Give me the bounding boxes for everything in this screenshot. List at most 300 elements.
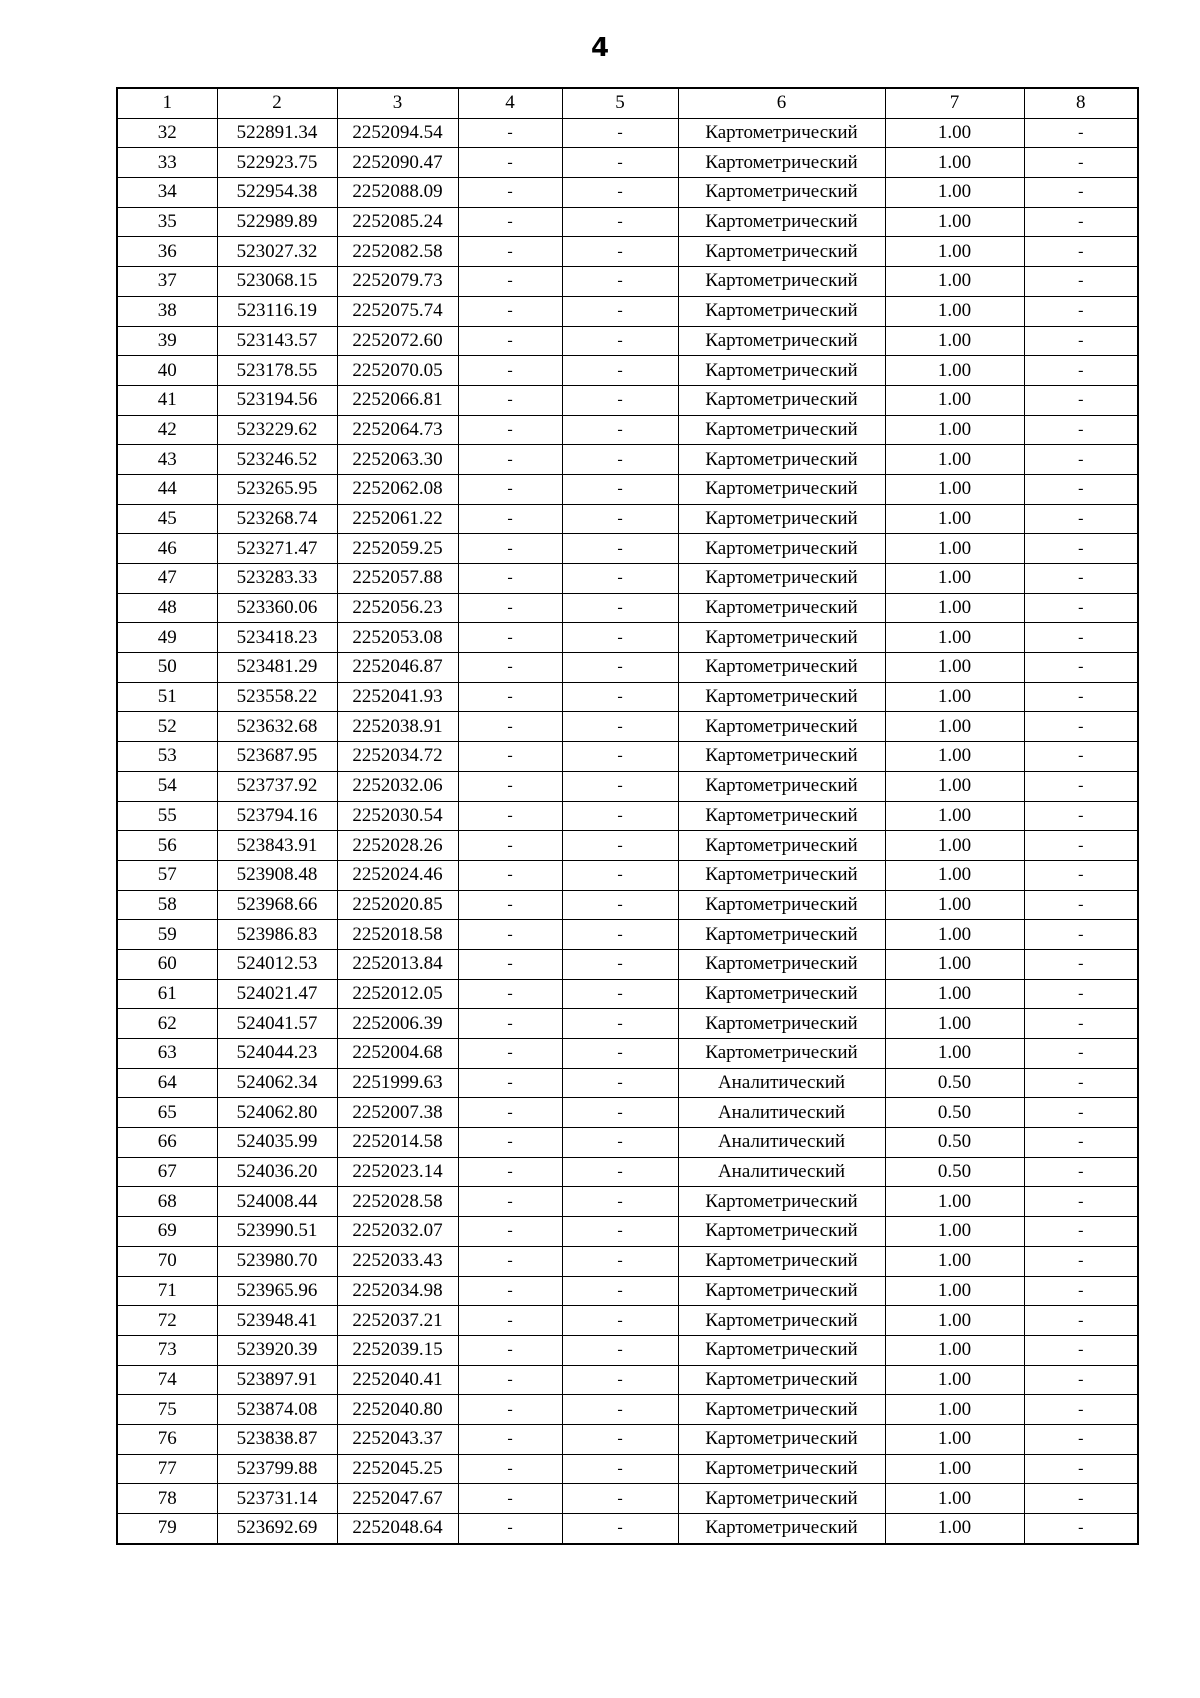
column-5-cell: - xyxy=(562,534,678,564)
point-number-cell: 49 xyxy=(117,623,217,653)
point-number-cell: 43 xyxy=(117,445,217,475)
y-coordinate-cell: 2252020.85 xyxy=(337,890,458,920)
column-8-cell: - xyxy=(1024,415,1138,445)
table-row xyxy=(117,534,1138,564)
x-coordinate-cell: 524041.57 xyxy=(217,1009,337,1039)
method-cell: Картометрический xyxy=(678,653,885,683)
accuracy-cell: 1.00 xyxy=(885,1306,1024,1336)
table-row xyxy=(117,742,1138,772)
x-coordinate-cell: 523980.70 xyxy=(217,1246,337,1276)
column-5-cell: - xyxy=(562,712,678,742)
y-coordinate-cell: 2252030.54 xyxy=(337,801,458,831)
x-coordinate-cell: 523986.83 xyxy=(217,920,337,950)
x-coordinate-cell: 523068.15 xyxy=(217,267,337,297)
column-8-cell: - xyxy=(1024,920,1138,950)
accuracy-cell: 1.00 xyxy=(885,118,1024,148)
y-coordinate-cell: 2252040.41 xyxy=(337,1365,458,1395)
x-coordinate-cell: 523794.16 xyxy=(217,801,337,831)
y-coordinate-cell: 2252088.09 xyxy=(337,178,458,208)
table-row xyxy=(117,1039,1138,1069)
method-cell: Картометрический xyxy=(678,415,885,445)
column-5-cell: - xyxy=(562,920,678,950)
column-5-cell: - xyxy=(562,474,678,504)
column-4-cell: - xyxy=(458,356,562,386)
method-cell: Картометрический xyxy=(678,623,885,653)
method-cell: Аналитический xyxy=(678,1157,885,1187)
method-cell: Картометрический xyxy=(678,742,885,772)
method-cell: Аналитический xyxy=(678,1098,885,1128)
x-coordinate-cell: 523027.32 xyxy=(217,237,337,267)
y-coordinate-cell: 2252061.22 xyxy=(337,504,458,534)
y-coordinate-cell: 2252043.37 xyxy=(337,1424,458,1454)
x-coordinate-cell: 523283.33 xyxy=(217,564,337,594)
column-4-cell: - xyxy=(458,771,562,801)
column-8-cell: - xyxy=(1024,771,1138,801)
x-coordinate-cell: 523632.68 xyxy=(217,712,337,742)
column-5-cell: - xyxy=(562,1276,678,1306)
column-8-cell: - xyxy=(1024,178,1138,208)
table-row xyxy=(117,148,1138,178)
table-row xyxy=(117,1335,1138,1365)
column-8-cell: - xyxy=(1024,979,1138,1009)
table-row xyxy=(117,1484,1138,1514)
accuracy-cell: 1.00 xyxy=(885,1217,1024,1247)
point-number-cell: 50 xyxy=(117,653,217,683)
x-coordinate-cell: 523990.51 xyxy=(217,1217,337,1247)
column-4-cell: - xyxy=(458,445,562,475)
method-cell: Картометрический xyxy=(678,534,885,564)
x-coordinate-cell: 523265.95 xyxy=(217,474,337,504)
point-number-cell: 61 xyxy=(117,979,217,1009)
column-4-cell: - xyxy=(458,593,562,623)
point-number-cell: 73 xyxy=(117,1335,217,1365)
y-coordinate-cell: 2252041.93 xyxy=(337,682,458,712)
accuracy-cell: 1.00 xyxy=(885,593,1024,623)
point-number-cell: 67 xyxy=(117,1157,217,1187)
table-row xyxy=(117,356,1138,386)
method-cell: Картометрический xyxy=(678,474,885,504)
y-coordinate-cell: 2252040.80 xyxy=(337,1395,458,1425)
column-5-cell: - xyxy=(562,1395,678,1425)
column-4-cell: - xyxy=(458,1454,562,1484)
point-number-cell: 35 xyxy=(117,207,217,237)
column-header: 4 xyxy=(458,88,562,118)
x-coordinate-cell: 523178.55 xyxy=(217,356,337,386)
y-coordinate-cell: 2252038.91 xyxy=(337,712,458,742)
accuracy-cell: 1.00 xyxy=(885,979,1024,1009)
column-5-cell: - xyxy=(562,148,678,178)
table-row xyxy=(117,326,1138,356)
column-5-cell: - xyxy=(562,564,678,594)
column-4-cell: - xyxy=(458,118,562,148)
column-8-cell: - xyxy=(1024,1424,1138,1454)
column-8-cell: - xyxy=(1024,1187,1138,1217)
accuracy-cell: 1.00 xyxy=(885,1484,1024,1514)
point-number-cell: 46 xyxy=(117,534,217,564)
column-header: 7 xyxy=(885,88,1024,118)
y-coordinate-cell: 2251999.63 xyxy=(337,1068,458,1098)
y-coordinate-cell: 2252046.87 xyxy=(337,653,458,683)
accuracy-cell: 1.00 xyxy=(885,1365,1024,1395)
y-coordinate-cell: 2252062.08 xyxy=(337,474,458,504)
point-number-cell: 78 xyxy=(117,1484,217,1514)
accuracy-cell: 1.00 xyxy=(885,1335,1024,1365)
point-number-cell: 47 xyxy=(117,564,217,594)
accuracy-cell: 1.00 xyxy=(885,1039,1024,1069)
method-cell: Картометрический xyxy=(678,1424,885,1454)
table-row xyxy=(117,445,1138,475)
column-4-cell: - xyxy=(458,474,562,504)
column-4-cell: - xyxy=(458,653,562,683)
method-cell: Картометрический xyxy=(678,1365,885,1395)
accuracy-cell: 0.50 xyxy=(885,1128,1024,1158)
column-5-cell: - xyxy=(562,1335,678,1365)
column-4-cell: - xyxy=(458,1514,562,1544)
accuracy-cell: 1.00 xyxy=(885,801,1024,831)
accuracy-cell: 1.00 xyxy=(885,890,1024,920)
x-coordinate-cell: 524044.23 xyxy=(217,1039,337,1069)
table-row xyxy=(117,949,1138,979)
table-row xyxy=(117,1514,1138,1544)
point-number-cell: 52 xyxy=(117,712,217,742)
column-8-cell: - xyxy=(1024,1395,1138,1425)
accuracy-cell: 1.00 xyxy=(885,296,1024,326)
x-coordinate-cell: 523229.62 xyxy=(217,415,337,445)
column-8-cell: - xyxy=(1024,801,1138,831)
y-coordinate-cell: 2252032.07 xyxy=(337,1217,458,1247)
column-5-cell: - xyxy=(562,801,678,831)
method-cell: Картометрический xyxy=(678,564,885,594)
coordinates-table xyxy=(116,87,1139,1545)
point-number-cell: 70 xyxy=(117,1246,217,1276)
column-4-cell: - xyxy=(458,1306,562,1336)
column-5-cell: - xyxy=(562,1128,678,1158)
column-4-cell: - xyxy=(458,1128,562,1158)
column-5-cell: - xyxy=(562,1068,678,1098)
column-8-cell: - xyxy=(1024,504,1138,534)
table-row xyxy=(117,801,1138,831)
table-row xyxy=(117,1276,1138,1306)
y-coordinate-cell: 2252006.39 xyxy=(337,1009,458,1039)
method-cell: Картометрический xyxy=(678,118,885,148)
point-number-cell: 74 xyxy=(117,1365,217,1395)
column-8-cell: - xyxy=(1024,1039,1138,1069)
column-5-cell: - xyxy=(562,1039,678,1069)
column-4-cell: - xyxy=(458,504,562,534)
y-coordinate-cell: 2252053.08 xyxy=(337,623,458,653)
method-cell: Картометрический xyxy=(678,1514,885,1544)
table-row xyxy=(117,1187,1138,1217)
method-cell: Картометрический xyxy=(678,682,885,712)
point-number-cell: 60 xyxy=(117,949,217,979)
method-cell: Картометрический xyxy=(678,801,885,831)
column-5-cell: - xyxy=(562,1187,678,1217)
x-coordinate-cell: 524062.80 xyxy=(217,1098,337,1128)
column-8-cell: - xyxy=(1024,534,1138,564)
x-coordinate-cell: 523838.87 xyxy=(217,1424,337,1454)
y-coordinate-cell: 2252048.64 xyxy=(337,1514,458,1544)
y-coordinate-cell: 2252013.84 xyxy=(337,949,458,979)
column-5-cell: - xyxy=(562,207,678,237)
accuracy-cell: 1.00 xyxy=(885,445,1024,475)
column-8-cell: - xyxy=(1024,296,1138,326)
column-4-cell: - xyxy=(458,1068,562,1098)
column-5-cell: - xyxy=(562,178,678,208)
method-cell: Картометрический xyxy=(678,178,885,208)
point-number-cell: 48 xyxy=(117,593,217,623)
method-cell: Картометрический xyxy=(678,1335,885,1365)
method-cell: Картометрический xyxy=(678,1217,885,1247)
accuracy-cell: 1.00 xyxy=(885,1454,1024,1484)
y-coordinate-cell: 2252014.58 xyxy=(337,1128,458,1158)
column-8-cell: - xyxy=(1024,831,1138,861)
x-coordinate-cell: 523908.48 xyxy=(217,860,337,890)
accuracy-cell: 1.00 xyxy=(885,534,1024,564)
point-number-cell: 41 xyxy=(117,385,217,415)
accuracy-cell: 1.00 xyxy=(885,1246,1024,1276)
accuracy-cell: 1.00 xyxy=(885,1009,1024,1039)
column-8-cell: - xyxy=(1024,1335,1138,1365)
point-number-cell: 32 xyxy=(117,118,217,148)
column-8-cell: - xyxy=(1024,237,1138,267)
accuracy-cell: 1.00 xyxy=(885,1276,1024,1306)
table-row xyxy=(117,207,1138,237)
accuracy-cell: 1.00 xyxy=(885,831,1024,861)
column-header: 8 xyxy=(1024,88,1138,118)
column-4-cell: - xyxy=(458,949,562,979)
column-4-cell: - xyxy=(458,1365,562,1395)
accuracy-cell: 1.00 xyxy=(885,267,1024,297)
column-8-cell: - xyxy=(1024,1484,1138,1514)
method-cell: Аналитический xyxy=(678,1068,885,1098)
y-coordinate-cell: 2252090.47 xyxy=(337,148,458,178)
method-cell: Картометрический xyxy=(678,593,885,623)
table-row xyxy=(117,1068,1138,1098)
column-5-cell: - xyxy=(562,890,678,920)
method-cell: Картометрический xyxy=(678,860,885,890)
x-coordinate-cell: 523968.66 xyxy=(217,890,337,920)
table-row xyxy=(117,118,1138,148)
table-row xyxy=(117,771,1138,801)
x-coordinate-cell: 523271.47 xyxy=(217,534,337,564)
point-number-cell: 51 xyxy=(117,682,217,712)
point-number-cell: 33 xyxy=(117,148,217,178)
column-4-cell: - xyxy=(458,682,562,712)
column-8-cell: - xyxy=(1024,623,1138,653)
x-coordinate-cell: 523843.91 xyxy=(217,831,337,861)
column-8-cell: - xyxy=(1024,742,1138,772)
page-number: 4 xyxy=(590,33,610,63)
x-coordinate-cell: 523799.88 xyxy=(217,1454,337,1484)
x-coordinate-cell: 522891.34 xyxy=(217,118,337,148)
column-4-cell: - xyxy=(458,920,562,950)
column-4-cell: - xyxy=(458,385,562,415)
point-number-cell: 44 xyxy=(117,474,217,504)
column-8-cell: - xyxy=(1024,860,1138,890)
column-4-cell: - xyxy=(458,1157,562,1187)
point-number-cell: 42 xyxy=(117,415,217,445)
accuracy-cell: 1.00 xyxy=(885,178,1024,208)
method-cell: Картометрический xyxy=(678,1276,885,1306)
y-coordinate-cell: 2252032.06 xyxy=(337,771,458,801)
column-header: 1 xyxy=(117,88,217,118)
column-8-cell: - xyxy=(1024,326,1138,356)
column-5-cell: - xyxy=(562,1365,678,1395)
column-4-cell: - xyxy=(458,890,562,920)
accuracy-cell: 1.00 xyxy=(885,653,1024,683)
y-coordinate-cell: 2252063.30 xyxy=(337,445,458,475)
accuracy-cell: 1.00 xyxy=(885,1514,1024,1544)
column-5-cell: - xyxy=(562,1098,678,1128)
column-5-cell: - xyxy=(562,504,678,534)
point-number-cell: 54 xyxy=(117,771,217,801)
column-4-cell: - xyxy=(458,1424,562,1454)
column-8-cell: - xyxy=(1024,593,1138,623)
column-5-cell: - xyxy=(562,296,678,326)
column-8-cell: - xyxy=(1024,1128,1138,1158)
x-coordinate-cell: 523948.41 xyxy=(217,1306,337,1336)
table-row xyxy=(117,682,1138,712)
accuracy-cell: 1.00 xyxy=(885,949,1024,979)
column-4-cell: - xyxy=(458,148,562,178)
column-5-cell: - xyxy=(562,949,678,979)
x-coordinate-cell: 523874.08 xyxy=(217,1395,337,1425)
accuracy-cell: 1.00 xyxy=(885,860,1024,890)
column-header: 3 xyxy=(337,88,458,118)
column-5-cell: - xyxy=(562,1217,678,1247)
point-number-cell: 58 xyxy=(117,890,217,920)
x-coordinate-cell: 523418.23 xyxy=(217,623,337,653)
x-coordinate-cell: 523360.06 xyxy=(217,593,337,623)
column-4-cell: - xyxy=(458,207,562,237)
column-8-cell: - xyxy=(1024,1365,1138,1395)
y-coordinate-cell: 2252082.58 xyxy=(337,237,458,267)
column-8-cell: - xyxy=(1024,267,1138,297)
method-cell: Картометрический xyxy=(678,326,885,356)
table-row xyxy=(117,860,1138,890)
x-coordinate-cell: 524036.20 xyxy=(217,1157,337,1187)
accuracy-cell: 1.00 xyxy=(885,1395,1024,1425)
table-row xyxy=(117,1365,1138,1395)
y-coordinate-cell: 2252034.98 xyxy=(337,1276,458,1306)
accuracy-cell: 1.00 xyxy=(885,742,1024,772)
y-coordinate-cell: 2252075.74 xyxy=(337,296,458,326)
column-5-cell: - xyxy=(562,1424,678,1454)
table-row xyxy=(117,623,1138,653)
table-row xyxy=(117,1246,1138,1276)
accuracy-cell: 1.00 xyxy=(885,564,1024,594)
method-cell: Картометрический xyxy=(678,356,885,386)
method-cell: Картометрический xyxy=(678,1306,885,1336)
x-coordinate-cell: 523897.91 xyxy=(217,1365,337,1395)
x-coordinate-cell: 523246.52 xyxy=(217,445,337,475)
column-4-cell: - xyxy=(458,1187,562,1217)
column-8-cell: - xyxy=(1024,445,1138,475)
table-row xyxy=(117,385,1138,415)
table-row xyxy=(117,1424,1138,1454)
table-row xyxy=(117,890,1138,920)
y-coordinate-cell: 2252028.58 xyxy=(337,1187,458,1217)
column-header: 6 xyxy=(678,88,885,118)
column-8-cell: - xyxy=(1024,1276,1138,1306)
column-4-cell: - xyxy=(458,1246,562,1276)
point-number-cell: 59 xyxy=(117,920,217,950)
y-coordinate-cell: 2252024.46 xyxy=(337,860,458,890)
x-coordinate-cell: 524035.99 xyxy=(217,1128,337,1158)
column-5-cell: - xyxy=(562,445,678,475)
column-5-cell: - xyxy=(562,415,678,445)
y-coordinate-cell: 2252064.73 xyxy=(337,415,458,445)
column-4-cell: - xyxy=(458,860,562,890)
point-number-cell: 53 xyxy=(117,742,217,772)
table-row xyxy=(117,178,1138,208)
table-row xyxy=(117,712,1138,742)
y-coordinate-cell: 2252047.67 xyxy=(337,1484,458,1514)
column-4-cell: - xyxy=(458,1217,562,1247)
column-5-cell: - xyxy=(562,1157,678,1187)
column-5-cell: - xyxy=(562,860,678,890)
point-number-cell: 72 xyxy=(117,1306,217,1336)
column-4-cell: - xyxy=(458,237,562,267)
y-coordinate-cell: 2252045.25 xyxy=(337,1454,458,1484)
column-4-cell: - xyxy=(458,1484,562,1514)
point-number-cell: 57 xyxy=(117,860,217,890)
column-8-cell: - xyxy=(1024,474,1138,504)
method-cell: Картометрический xyxy=(678,445,885,475)
point-number-cell: 65 xyxy=(117,1098,217,1128)
table-row xyxy=(117,831,1138,861)
column-8-cell: - xyxy=(1024,1246,1138,1276)
accuracy-cell: 1.00 xyxy=(885,415,1024,445)
header-row xyxy=(117,88,1138,118)
method-cell: Картометрический xyxy=(678,1395,885,1425)
column-8-cell: - xyxy=(1024,1306,1138,1336)
y-coordinate-cell: 2252085.24 xyxy=(337,207,458,237)
column-header: 2 xyxy=(217,88,337,118)
method-cell: Картометрический xyxy=(678,771,885,801)
table-row xyxy=(117,653,1138,683)
x-coordinate-cell: 523692.69 xyxy=(217,1514,337,1544)
point-number-cell: 77 xyxy=(117,1454,217,1484)
column-4-cell: - xyxy=(458,712,562,742)
method-cell: Картометрический xyxy=(678,148,885,178)
x-coordinate-cell: 523687.95 xyxy=(217,742,337,772)
point-number-cell: 76 xyxy=(117,1424,217,1454)
point-number-cell: 36 xyxy=(117,237,217,267)
y-coordinate-cell: 2252018.58 xyxy=(337,920,458,950)
column-5-cell: - xyxy=(562,1514,678,1544)
x-coordinate-cell: 524062.34 xyxy=(217,1068,337,1098)
point-number-cell: 34 xyxy=(117,178,217,208)
method-cell: Картометрический xyxy=(678,1039,885,1069)
accuracy-cell: 1.00 xyxy=(885,682,1024,712)
accuracy-cell: 1.00 xyxy=(885,1187,1024,1217)
point-number-cell: 64 xyxy=(117,1068,217,1098)
column-4-cell: - xyxy=(458,1039,562,1069)
column-8-cell: - xyxy=(1024,1009,1138,1039)
accuracy-cell: 1.00 xyxy=(885,385,1024,415)
point-number-cell: 71 xyxy=(117,1276,217,1306)
table-row xyxy=(117,1217,1138,1247)
y-coordinate-cell: 2252059.25 xyxy=(337,534,458,564)
point-number-cell: 40 xyxy=(117,356,217,386)
column-5-cell: - xyxy=(562,385,678,415)
y-coordinate-cell: 2252007.38 xyxy=(337,1098,458,1128)
y-coordinate-cell: 2252033.43 xyxy=(337,1246,458,1276)
table-row xyxy=(117,1009,1138,1039)
column-5-cell: - xyxy=(562,356,678,386)
column-5-cell: - xyxy=(562,1009,678,1039)
